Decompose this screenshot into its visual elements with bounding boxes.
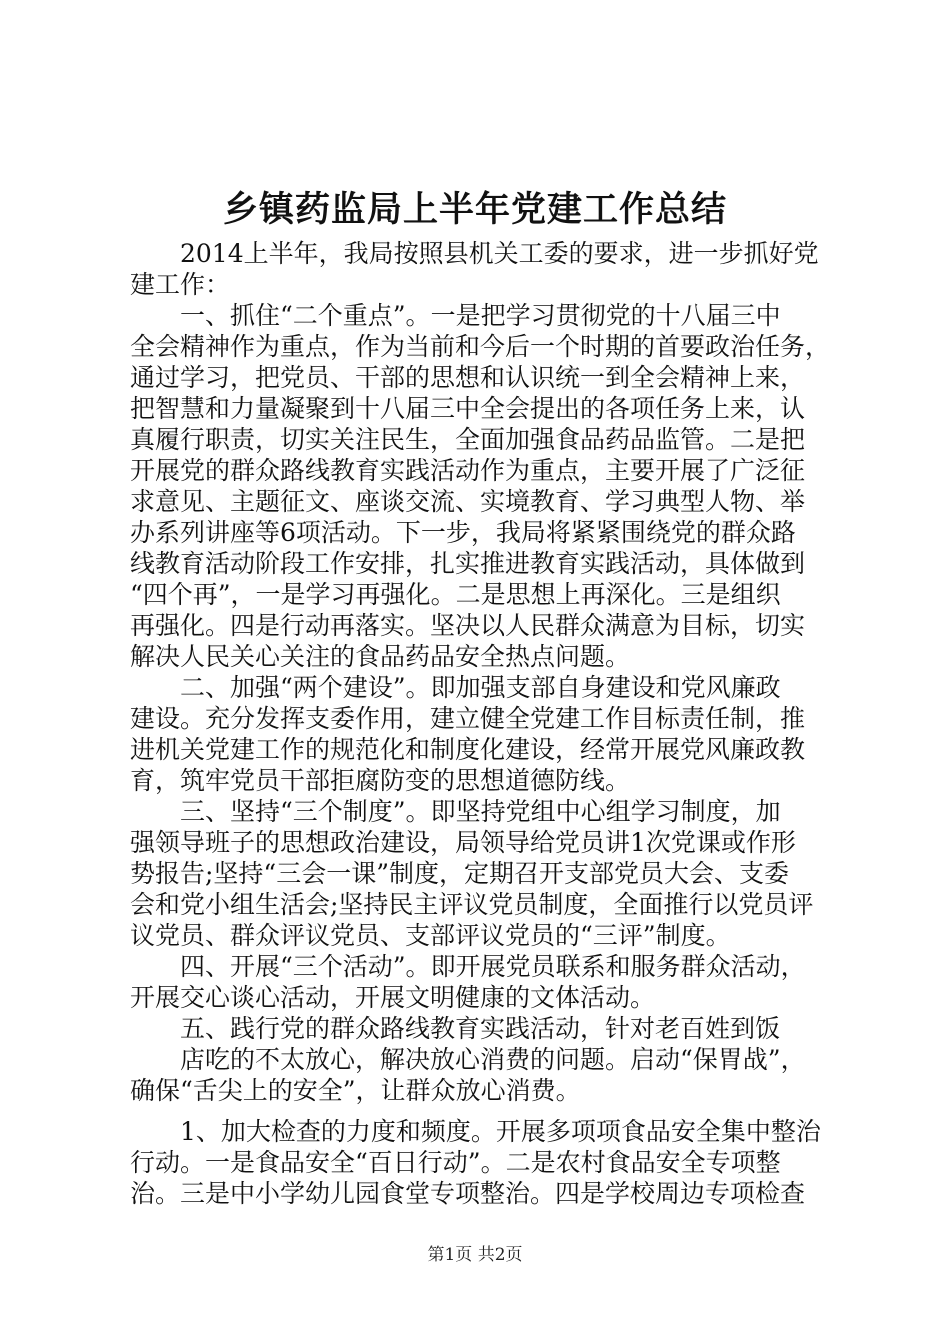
text-line: “四个再”，一是学习再强化。二是思想上再深化。三是组织 bbox=[130, 580, 781, 609]
text-line: 行动。一是食品安全“百日行动”。二是农村食品安全专项整 bbox=[130, 1148, 781, 1177]
text-line: 再强化。四是行动再落实。坚决以人民群众满意为目标，切实 bbox=[130, 611, 806, 640]
page-number-footer: 第1页 共2页 bbox=[427, 1245, 523, 1265]
text-line: 真履行职责，切实关注民生，全面加强食品药品监管。二是把 bbox=[130, 425, 806, 454]
text-line: 四、开展“三个活动”。即开展党员联系和服务群众活动， bbox=[130, 952, 806, 981]
text-line: 把智慧和力量凝聚到十八届三中全会提出的各项任务上来，认 bbox=[130, 394, 806, 423]
text-line: 强领导班子的思想政治建设，局领导给党员讲1次党课或作形 bbox=[130, 828, 796, 857]
document-body bbox=[130, 210, 830, 1209]
text-line: 一、抓住“二个重点”。一是把学习贯彻党的十八届三中 bbox=[130, 301, 781, 330]
text-line: 全会精神作为重点，作为当前和今后一个时期的首要政治任务， bbox=[130, 332, 831, 361]
text-line: 1、加大检查的力度和频度。开展多项项食品安全集中整治 bbox=[130, 1117, 821, 1146]
text-line: 开展党的群众路线教育实践活动作为重点，主要开展了广泛征 bbox=[130, 456, 806, 485]
text-line: 开展交心谈心活动，开展文明健康的文体活动。 bbox=[130, 983, 656, 1012]
text-line: 2014上半年，我局按照县机关工委的要求，进一步抓好党 bbox=[130, 239, 819, 268]
text-line: 办系列讲座等6项活动。下一步，我局将紧紧围绕党的群众路 bbox=[130, 518, 796, 547]
text-line: 会和党小组生活会;坚持民主评议党员制度，全面推行以党员评 bbox=[130, 890, 814, 919]
text-line: 五、践行党的群众路线教育实践活动，针对老百姓到饭 bbox=[130, 1014, 781, 1043]
text-line: 线教育活动阶段工作安排，扎实推进教育实践活动，具体做到 bbox=[130, 549, 806, 578]
text-line: 二、加强“两个建设”。即加强支部自身建设和党风廉政 bbox=[130, 673, 781, 702]
text-line: 势报告;坚持“三会一课”制度，定期召开支部党员大会、支委 bbox=[130, 859, 789, 888]
text-line: 进机关党建工作的规范化和制度化建设，经常开展党风廉政教 bbox=[130, 735, 806, 764]
text-line: 解决人民关心关注的食品药品安全热点问题。 bbox=[130, 642, 631, 671]
text-line: 育，筑牢党员干部拒腐防变的思想道德防线。 bbox=[130, 766, 631, 795]
text-line: 建工作： bbox=[130, 270, 231, 299]
text-line: 三、坚持“三个制度”。即坚持党组中心组学习制度，加 bbox=[130, 797, 781, 826]
text-line: 通过学习，把党员、干部的思想和认识统一到全会精神上来， bbox=[130, 363, 806, 392]
text-line: 店吃的不太放心，解决放心消费的问题。启动“保胃战”， bbox=[130, 1045, 806, 1074]
text-line: 建设。充分发挥支委作用，建立健全党建工作目标责任制，推 bbox=[130, 704, 806, 733]
text-line: 确保“舌尖上的安全”，让群众放心消费。 bbox=[130, 1076, 581, 1105]
text-line: 议党员、群众评议党员、支部评议党员的“三评”制度。 bbox=[130, 921, 731, 950]
text-line: 治。三是中小学幼儿园食堂专项整治。四是学校周边专项检查 bbox=[130, 1179, 806, 1208]
document-title: 乡镇药监局上半年党建工作总结 bbox=[222, 189, 727, 230]
text-line: 求意见、主题征文、座谈交流、实境教育、学习典型人物、举 bbox=[130, 487, 806, 516]
